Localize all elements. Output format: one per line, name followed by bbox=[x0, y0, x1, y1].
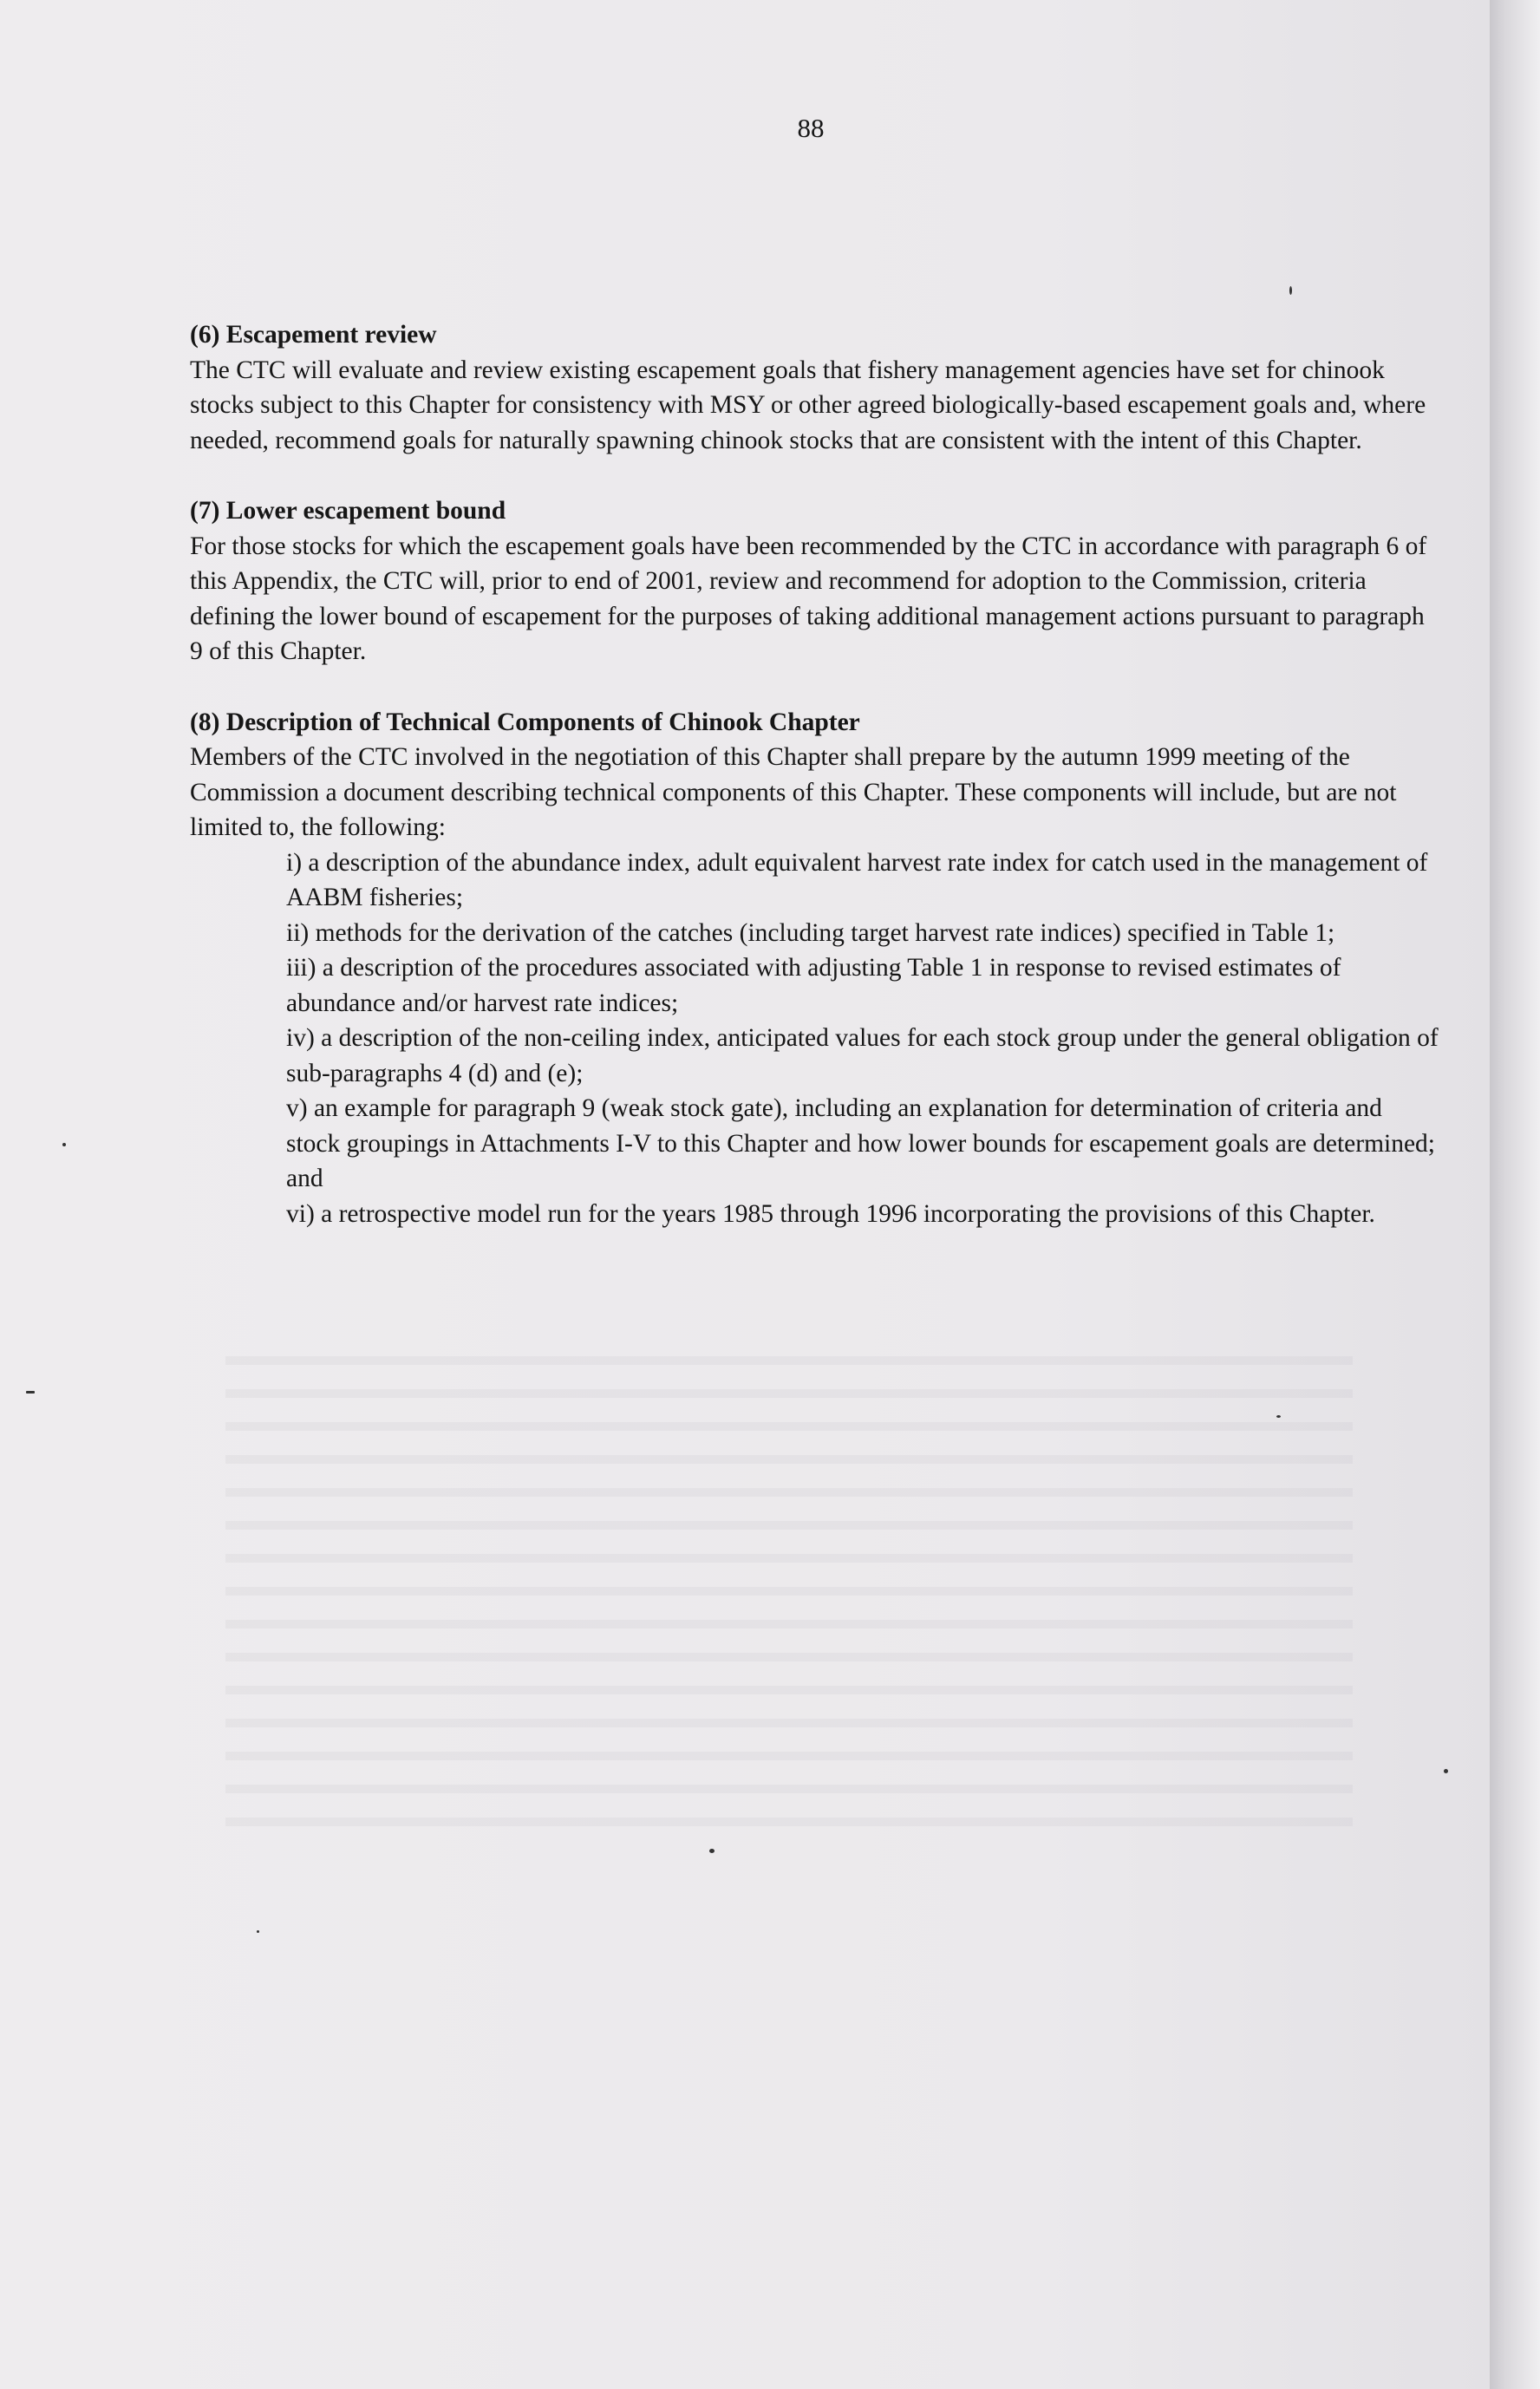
section-technical-components bbox=[190, 705, 1439, 1232]
section-heading: (7) Lower escapement bound bbox=[190, 497, 506, 525]
section-paragraph: The CTC will evaluate and review existing escapement goals that fishery management agencies have set for chinook stocks subject to this Chapter for consistency with MSY or other agreed biologically-based escapement goals and, where needed, recommend goals for naturally spawning chinook stocks that are consistent with the intent of this Chapter. bbox=[190, 356, 1426, 454]
list-item: v) an example for paragraph 9 (weak stock gate), including an explanation for determination of criteria and stock groupings in Attachments I-V to this Chapter and how lower bounds for escapement goals are determined; and bbox=[286, 1094, 1436, 1192]
page-number: 88 bbox=[797, 113, 825, 143]
scan-speck bbox=[62, 1143, 66, 1146]
scan-speck bbox=[1289, 286, 1292, 295]
document-body bbox=[190, 317, 1439, 1267]
section-paragraph: Members of the CTC involved in the negotiation of this Chapter shall prepare by the autumn 1999 meeting of the Commission a document describing technical components of this Chapter. These components will include, but are not limited to, the following: bbox=[190, 743, 1397, 841]
section-lower-escapement-bound bbox=[190, 493, 1439, 669]
list-item: vi) a retrospective model run for the years 1985 through 1996 incorporating the provisions of this Chapter. bbox=[286, 1199, 1375, 1228]
section-escapement-review bbox=[190, 317, 1439, 458]
list-item: iv) a description of the non-ceiling index, anticipated values for each stock group under the general obligation of sub-paragraphs 4 (d) and (e); bbox=[286, 1024, 1439, 1087]
scan-speck bbox=[257, 1930, 259, 1933]
list-item: iii) a description of the procedures associated with adjusting Table 1 in response to revised estimates of abundance and/or harvest rate indices; bbox=[286, 954, 1341, 1017]
bleed-through-text bbox=[225, 1353, 1353, 1838]
list-item: ii) methods for the derivation of the catches (including target harvest rate indices) specified in Table 1; bbox=[286, 918, 1335, 947]
components-list bbox=[190, 845, 1439, 1232]
list-item: i) a description of the abundance index, adult equivalent harvest rate index for catch used in the management of AABM fisheries; bbox=[286, 848, 1428, 911]
scan-speck bbox=[1444, 1769, 1448, 1773]
scan-speck bbox=[709, 1849, 715, 1853]
page-edge-shadow bbox=[1490, 0, 1540, 2389]
scan-speck bbox=[1276, 1415, 1281, 1418]
section-heading: (6) Escapement review bbox=[190, 321, 437, 349]
section-heading: (8) Description of Technical Components of Chinook Chapter bbox=[190, 708, 860, 736]
section-paragraph: For those stocks for which the escapement goals have been recommended by the CTC in accordance with paragraph 6 of this Appendix, the CTC will, prior to end of 2001, review and recommend for adoption to the Commission, criteria defining the lower bound of escapement for the purposes of taking additional management actions pursuant to paragraph 9 of this Chapter. bbox=[190, 532, 1427, 665]
scan-speck bbox=[26, 1391, 35, 1394]
